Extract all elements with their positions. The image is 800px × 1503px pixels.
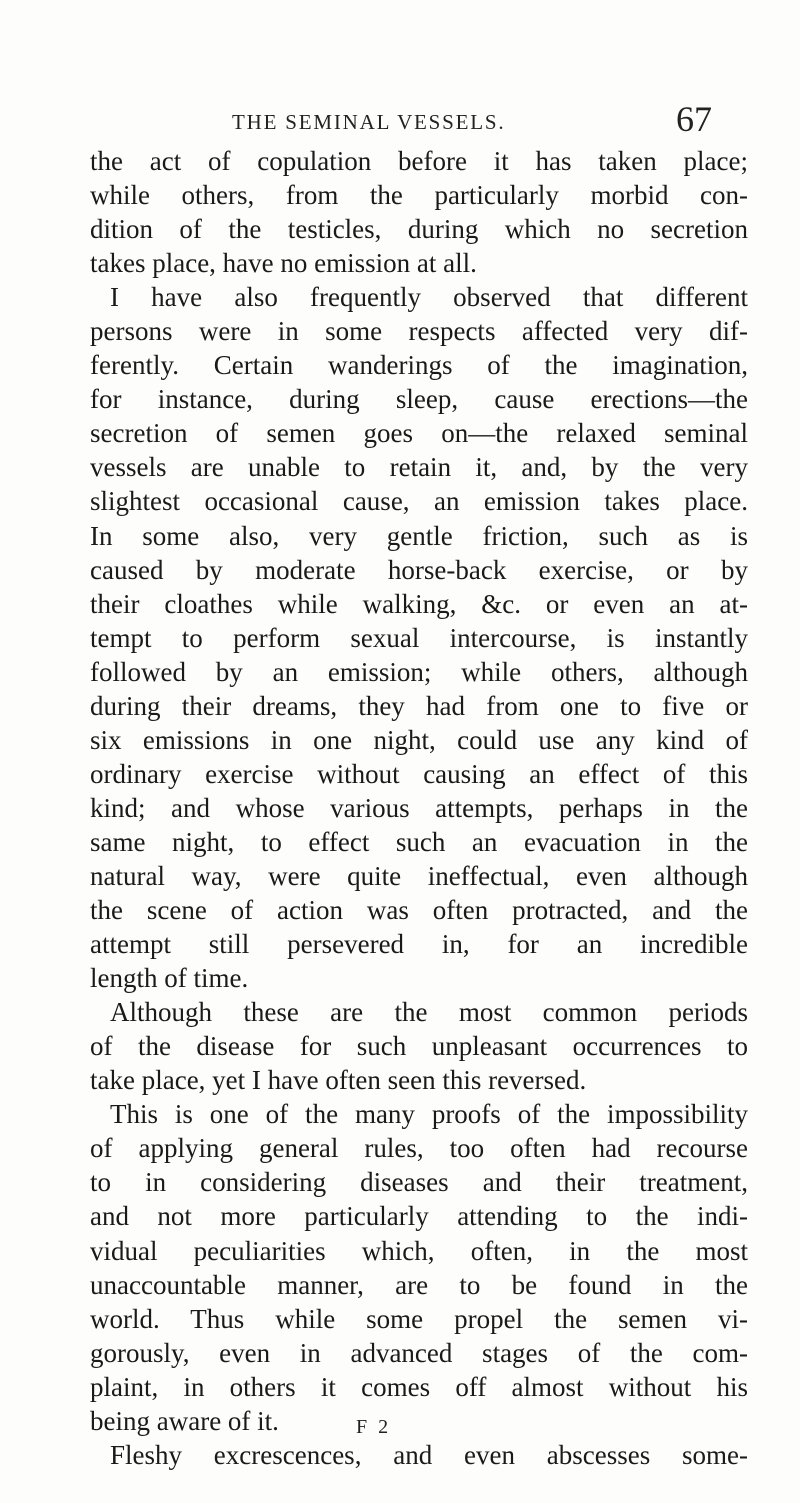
- text-line: world. Thus while some propel the semen vi-: [90, 1303, 748, 1334]
- text-line: I have also frequently observed that different: [110, 282, 748, 313]
- text-line: to in considering diseases and their treatment,: [90, 1167, 748, 1198]
- body-text: [90, 144, 748, 1472]
- text-line: slightest occasional cause, an emission takes place.: [90, 486, 748, 517]
- text-line: gorously, even in advanced stages of the com-: [90, 1337, 748, 1368]
- signature-mark: F 2: [356, 1416, 392, 1438]
- page-number: 67: [676, 99, 712, 139]
- text-line: Although these are the most common periods: [110, 997, 748, 1028]
- running-title: THE SEMINAL VESSELS.: [232, 110, 506, 134]
- text-line: Fleshy excrescences, and even abscesses some-: [110, 1439, 748, 1470]
- text-line: secretion of semen goes on—the relaxed seminal: [90, 418, 748, 449]
- text-line: length of time.: [90, 963, 249, 994]
- text-line: being aware of it.: [90, 1405, 279, 1436]
- text-line: dition of the testicles, during which no secretion: [90, 214, 748, 245]
- page-header: [0, 88, 800, 148]
- text-line: the scene of action was often protracted, and the: [90, 895, 748, 926]
- text-line: unaccountable manner, are to be found in the: [90, 1269, 748, 1300]
- text-line: six emissions in one night, could use any kind of: [90, 724, 748, 755]
- text-line: their cloathes while walking, &c. or even an at-: [90, 588, 748, 619]
- text-line: for instance, during sleep, cause erections—the: [90, 384, 748, 415]
- text-line: persons were in some respects affected very dif-: [90, 316, 748, 347]
- text-line: natural way, were quite ineffectual, even although: [90, 860, 748, 891]
- text-line: of the disease for such unpleasant occurrences to: [90, 1031, 748, 1062]
- text-line: during their dreams, they had from one to five or: [90, 690, 748, 721]
- text-line: take place, yet I have often seen this reversed.: [90, 1065, 587, 1096]
- text-line: This is one of the many proofs of the impossibility: [110, 1099, 748, 1130]
- text-line: of applying general rules, too often had recourse: [90, 1133, 748, 1164]
- text-line: same night, to effect such an evacuation in the: [90, 826, 748, 857]
- text-line: caused by moderate horse-back exercise, or by: [90, 554, 748, 585]
- text-line: plaint, in others it comes off almost without his: [90, 1371, 748, 1402]
- text-line: the act of copulation before it has taken place;: [90, 146, 748, 176]
- text-line: followed by an emission; while others, although: [90, 656, 748, 687]
- text-line: In some also, very gentle friction, such as is: [90, 520, 748, 551]
- text-line: vidual peculiarities which, often, in the most: [90, 1235, 748, 1266]
- text-line: ferently. Certain wanderings of the imagination,: [90, 350, 748, 381]
- text-line: while others, from the particularly morbid con-: [90, 180, 748, 211]
- text-line: attempt still persevered in, for an incredible: [90, 929, 748, 960]
- text-line: ordinary exercise without causing an effect of this: [90, 758, 748, 789]
- text-line: and not more particularly attending to the indi-: [90, 1201, 748, 1232]
- text-line: tempt to perform sexual intercourse, is instantly: [90, 622, 748, 653]
- text-line: takes place, have no emission at all.: [90, 248, 477, 279]
- text-line: vessels are unable to retain it, and, by the very: [90, 452, 748, 483]
- text-line: kind; and whose various attempts, perhaps in the: [90, 792, 748, 823]
